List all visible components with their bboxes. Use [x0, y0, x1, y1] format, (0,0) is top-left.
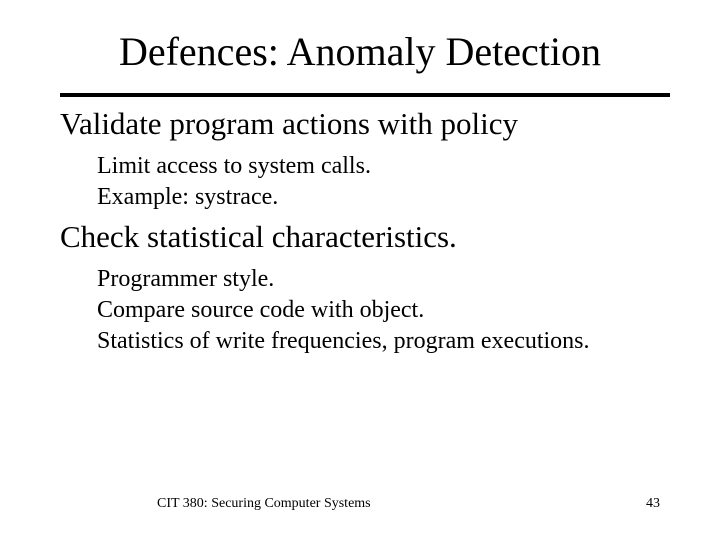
title-divider: [60, 93, 670, 97]
sub-bullet-limit-access: Limit access to system calls.: [97, 153, 371, 179]
sub-bullet-programmer-style: Programmer style.: [97, 266, 275, 292]
footer-course-title: CIT 380: Securing Computer Systems: [157, 496, 371, 511]
bullet-statistical-characteristics: Check statistical characteristics.: [60, 219, 457, 254]
slide-content: [60, 103, 680, 357]
slide-title: Defences: Anomaly Detection: [118, 29, 602, 74]
sub-bullet-systrace-example: Example: systrace.: [97, 184, 279, 210]
page-number: 43: [646, 496, 660, 511]
sub-bullet-source-object-comparison: Compare source code with object.: [97, 297, 425, 323]
sub-bullet-write-frequency-statistics: Statistics of write frequencies, program executions.: [97, 328, 590, 354]
bullet-validate-program-actions: Validate program actions with policy: [60, 106, 518, 141]
